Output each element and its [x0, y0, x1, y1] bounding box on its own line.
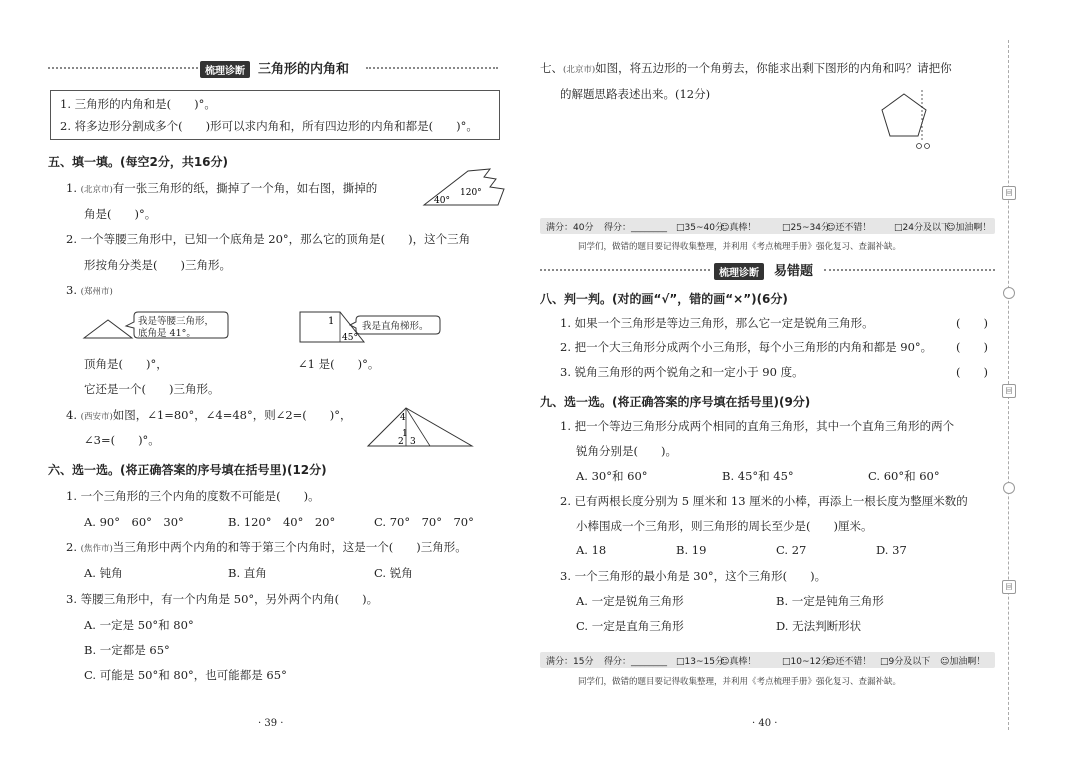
section-5-title: 五、填一填。(每空2分，共16分) — [48, 155, 229, 169]
option: A. 90° 60° 30° — [84, 515, 184, 529]
page-number: · 39 · — [258, 718, 284, 729]
score-option-note: ☺真棒！ — [720, 223, 757, 233]
answer-paren: ( ) — [956, 316, 988, 330]
q-text: 有一张三角形的纸，撕掉了一个角，如右图，撕掉的 — [112, 181, 378, 195]
s9-q1-line2: 锐角分别是( )。 — [576, 444, 677, 458]
city-label: (西安市) — [80, 412, 113, 422]
score-got: 得分：________ — [604, 657, 668, 667]
s9-q3: 3. 一个三角形的最小角是 30°，这个三角形( )。 — [560, 569, 827, 583]
s6-q2 — [66, 539, 467, 555]
city-label: (北京市) — [563, 65, 596, 75]
binding-mark-icon: 回 — [1002, 384, 1016, 398]
s8-q2: 2. 把一个大三角形分成两个小三角形，每个小三角形的内角和都是 90°。 — [560, 340, 933, 354]
score-option-note: ☺加油啊！ — [946, 223, 992, 233]
q-num: 七、 — [540, 61, 563, 75]
q-text: 当三角形中两个内角的和等于第三个内角时，这是一个( )三角形。 — [112, 540, 467, 554]
band-tag: 梳理诊断 — [200, 61, 250, 78]
band-dots — [540, 269, 710, 271]
bubble-text: 我是直角梯形。 — [362, 321, 429, 332]
section-band-right — [540, 262, 995, 278]
option: B. 一定是钝角三角形 — [776, 594, 884, 608]
answer-paren: ( ) — [956, 340, 988, 354]
option: C. 锐角 — [374, 566, 413, 580]
option: B. 直角 — [228, 566, 267, 580]
s6-q3: 3. 等腰三角形中，有一个内角是 50°，另外两个内角( )。 — [66, 592, 379, 606]
band-dots — [366, 67, 498, 69]
score-option: □25~34分 — [782, 223, 830, 233]
q-num: 2. — [66, 540, 77, 554]
review-line-2: 2. 将多边形分割成多个( )形可以求内角和，所有四边形的内角和都是( )°。 — [60, 119, 478, 133]
section-6-title: 六、选一选。(将正确答案的序号填在括号里)(12分) — [48, 463, 327, 477]
fig-angle-label: 1 — [328, 316, 335, 327]
score-option: □24分及以下 — [894, 223, 950, 233]
score-option: □35~40分 — [676, 223, 724, 233]
torn-triangle-figure — [420, 165, 506, 209]
s5-q1-line2: 角是( )°。 — [84, 207, 157, 221]
fig-angle-label: 120° — [460, 188, 482, 198]
option: C. 70° 70° 70° — [374, 515, 474, 529]
s6-q1: 1. 一个三角形的三个内角的度数不可能是( )。 — [66, 489, 320, 503]
option: A. 钝角 — [84, 566, 123, 580]
option: A. 一定是 50°和 80° — [84, 618, 194, 632]
fig-angle-label: 1 — [402, 429, 408, 439]
band-title: 三角形的内角和 — [258, 62, 350, 77]
score-option: □9分及以下 — [880, 657, 931, 667]
band-dots — [824, 269, 995, 271]
q-text: 如图，∠1=80°，∠4=48°，则∠2=( )°， — [112, 408, 352, 422]
city-label: (郑州市) — [80, 287, 113, 297]
q-num: 1. — [66, 181, 77, 195]
s5-q3-head — [66, 283, 113, 297]
s7-line1 — [540, 60, 952, 76]
s9-q2-line2: 小棒围成一个三角形，则三角形的周长至少是( )厘米。 — [576, 519, 873, 533]
answer-paren: ( ) — [956, 365, 988, 379]
score-option: □10~12分 — [782, 657, 830, 667]
s5-q4-line1 — [66, 407, 352, 423]
option: A. 一定是锐角三角形 — [576, 594, 684, 608]
review-note: 同学们，做错的题目要记得收集整理，并利用《考点梳理手册》强化复习、查漏补缺。 — [578, 677, 902, 687]
band-dots — [48, 67, 198, 69]
fig-angle-label: 4 — [400, 413, 406, 423]
s8-q1: 1. 如果一个三角形是等边三角形，那么它一定是锐角三角形。 — [560, 316, 874, 330]
s5-q3-answer2: ∠1 是( )°。 — [298, 357, 380, 371]
score-bar — [540, 218, 995, 234]
page-number: · 40 · — [752, 718, 778, 729]
review-line-1: 1. 三角形的内角和是( )°。 — [60, 97, 216, 111]
option: B. 45°和 45° — [722, 469, 794, 483]
option: D. 37 — [876, 543, 907, 557]
s5-q2-line1: 2. 一个等腰三角形中，已知一个底角是 20°，那么它的顶角是( )，这个三角 — [66, 232, 471, 246]
option: C. 27 — [776, 543, 807, 557]
band-tag: 梳理诊断 — [714, 263, 764, 280]
score-option-note: ☺还不错！ — [826, 223, 872, 233]
s9-q2-line1: 2. 已有两根长度分别为 5 厘米和 13 厘米的小棒，再添上一根长度为整厘米数的 — [560, 494, 968, 508]
fig-angle-label: 45° — [342, 333, 358, 343]
bubble-text: 底角是 41°。 — [138, 328, 196, 339]
s7-line2: 的解题思路表述出来。(12分) — [560, 87, 711, 101]
binding-mark-icon: 回 — [1002, 580, 1016, 594]
option: A. 18 — [576, 543, 607, 557]
option: C. 60°和 60° — [868, 469, 940, 483]
score-option-note: ☺真棒！ — [720, 657, 757, 667]
option: C. 可能是 50°和 80°，也可能都是 65° — [84, 668, 287, 682]
option: B. 19 — [676, 543, 707, 557]
q-num: 3. — [66, 283, 77, 297]
fig-angle-label: 2 — [398, 437, 404, 447]
score-bar — [540, 652, 995, 668]
s8-q3: 3. 锐角三角形的两个锐角之和一定小于 90 度。 — [560, 365, 804, 379]
s5-q3-answer3: 它还是一个( )三角形。 — [84, 382, 220, 396]
score-full: 满分：40分 — [546, 223, 594, 233]
fig-angle-label: 3 — [410, 437, 416, 447]
pentagon-scissors-figure — [878, 88, 948, 152]
city-label: (焦作市) — [80, 544, 113, 554]
score-option-note: ☺还不错！ — [826, 657, 872, 667]
angle-triangle-figure — [366, 404, 476, 448]
option: B. 120° 40° 20° — [228, 515, 336, 529]
score-got: 得分：________ — [604, 223, 668, 233]
section-8-title: 八、判一判。(对的画“√”，错的画“×”)(6分) — [540, 292, 788, 306]
s5-q2-line2: 形按角分类是( )三角形。 — [84, 258, 231, 272]
q-num: 4. — [66, 408, 77, 422]
review-note: 同学们，做错的题目要记得收集整理，并利用《考点梳理手册》强化复习、查漏补缺。 — [578, 242, 902, 252]
score-option-note: ☺加油啊！ — [940, 657, 986, 667]
s5-q3-answer1: 顶角是( )°， — [84, 357, 168, 371]
section-9-title: 九、选一选。(将正确答案的序号填在括号里)(9分) — [540, 395, 811, 409]
option: C. 一定是直角三角形 — [576, 619, 684, 633]
binding-hole-icon — [1003, 482, 1015, 494]
city-label: (北京市) — [80, 185, 113, 195]
s5-q4-line2: ∠3=( )°。 — [84, 433, 160, 447]
section-band-left — [48, 60, 498, 76]
s9-q1-line1: 1. 把一个等边三角形分成两个相同的直角三角形，其中一个直角三角形的两个 — [560, 419, 955, 433]
fig-angle-label: 40° — [434, 196, 450, 206]
binding-mark-icon: 回 — [1002, 186, 1016, 200]
score-option: □13~15分 — [676, 657, 724, 667]
bubble-text: 我是等腰三角形， — [138, 316, 215, 327]
option: D. 无法判断形状 — [776, 619, 862, 633]
band-title: 易错题 — [774, 264, 814, 279]
binding-hole-icon — [1003, 287, 1015, 299]
option: B. 一定都是 65° — [84, 643, 170, 657]
s5-q1-line1 — [66, 180, 377, 196]
option: A. 30°和 60° — [576, 469, 648, 483]
score-full: 满分：15分 — [546, 657, 594, 667]
q-text: 如图，将五边形的一个角剪去，你能求出剩下图形的内角和吗？请把你 — [595, 61, 952, 75]
